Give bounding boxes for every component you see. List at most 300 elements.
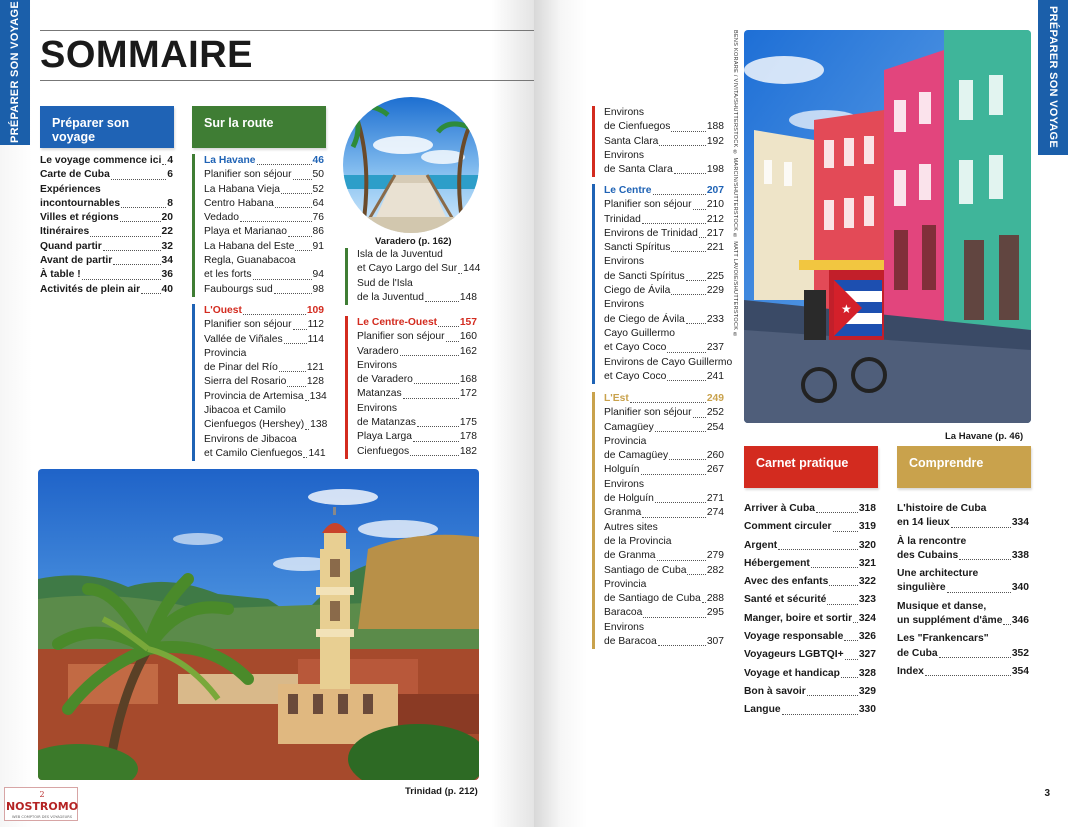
- toc-entry-page: 282: [706, 564, 724, 576]
- toc-entry: [897, 647, 1029, 661]
- varadero-photo: [343, 97, 479, 233]
- toc-entry-label: Comment circuler: [744, 521, 832, 533]
- toc-entry-label: Cienfuegos: [357, 445, 410, 457]
- toc-entry-page: 178: [459, 431, 477, 443]
- trinidad-image: [38, 469, 479, 780]
- toc-entry-label: Avec des enfants: [744, 576, 829, 588]
- toc-entry: [897, 665, 1029, 679]
- toc-leader-dots: [121, 207, 166, 208]
- toc-entry-page: 338: [1011, 549, 1029, 561]
- toc-entry: [204, 390, 327, 404]
- toc-leader-dots: [162, 164, 166, 165]
- toc-entry-page: 221: [706, 242, 724, 254]
- toc-entry-label: Faubourgs sud: [204, 283, 273, 295]
- toc-entry: [897, 581, 1029, 595]
- carnet-list: [744, 502, 876, 722]
- toc-entry-page: 121: [306, 362, 324, 374]
- toc-entry: [40, 254, 173, 268]
- toc-entry: [357, 345, 477, 359]
- toc-entry: [604, 370, 724, 384]
- toc-entry-page: 207: [706, 185, 724, 196]
- toc-leader-dots: [845, 659, 858, 660]
- toc-leader-dots: [303, 457, 307, 458]
- svg-text:WEB COMPTOIR DES VOYAGEURS: WEB COMPTOIR DES VOYAGEURS: [11, 815, 73, 819]
- toc-entry: [744, 703, 876, 717]
- toc-entry-label: Planifier son séjour: [204, 169, 292, 181]
- toc-entry-label: de Santiago de Cuba: [604, 593, 701, 605]
- toc-entry-page: 330: [858, 704, 876, 716]
- toc-entry-label: de la Juventud: [357, 291, 424, 303]
- toc-entry-label: de Baracoa: [604, 636, 657, 648]
- toc-entry-label-line: Regla, Guanabacoa: [204, 255, 296, 267]
- toc-entry-page: 76: [312, 212, 324, 224]
- toc-entry-label: Le Centre: [604, 185, 652, 196]
- side-tab-left: PRÉPARER SON VOYAGE: [0, 0, 30, 145]
- toc-leader-dots: [417, 426, 459, 427]
- toc-leader-dots: [951, 527, 1011, 528]
- havane-caption: La Havane (p. 46): [945, 431, 1024, 442]
- toc-leader-dots: [274, 293, 312, 294]
- toc-entry: [204, 361, 324, 375]
- toc-leader-dots: [702, 602, 706, 603]
- toc-entry-label: La Habana Vieja: [204, 183, 280, 195]
- toc-entry-page: 288: [706, 593, 724, 605]
- toc-leader-dots: [288, 236, 312, 237]
- toc-entry: [604, 184, 724, 198]
- est-list: [592, 392, 724, 649]
- toc-entry: [744, 593, 876, 607]
- toc-entry-label: Ciego de Ávila: [604, 285, 671, 297]
- toc-entry: [204, 183, 324, 197]
- toc-entry: [744, 667, 876, 681]
- toc-entry: [40, 197, 173, 211]
- toc-entry-label: Vedado: [204, 212, 239, 224]
- toc-entry-page: 271: [706, 493, 724, 505]
- toc-leader-dots: [807, 695, 858, 696]
- toc-entry-page: 323: [858, 594, 876, 606]
- toc-entry-page: 233: [706, 313, 724, 325]
- toc-leader-dots: [240, 221, 312, 222]
- toc-entry-label: La Havane: [204, 155, 256, 166]
- toc-entry-label: Planifier son séjour: [357, 331, 445, 343]
- centre-ouest-list: [345, 316, 477, 459]
- toc-leader-dots: [686, 323, 706, 324]
- toc-leader-dots: [833, 531, 858, 532]
- toc-entry: [204, 418, 328, 432]
- toc-entry-label: Itinéraires: [40, 226, 90, 238]
- toc-leader-dots: [778, 549, 858, 550]
- toc-entry: [744, 648, 876, 662]
- toc-entry: [204, 211, 324, 225]
- toc-entry-label: Quand partir: [40, 240, 102, 252]
- toc-entry: [204, 375, 324, 389]
- carnet-heading: Carnet pratique: [744, 446, 878, 488]
- toc-entry-page: 225: [706, 270, 724, 282]
- toc-entry-page: 22: [161, 226, 173, 238]
- toc-entry-label: Manger, boire et sortir: [744, 612, 853, 624]
- toc-entry: [204, 268, 324, 282]
- toc-entry-page: 34: [161, 255, 173, 267]
- toc-entry-label: Activités de plein air: [40, 283, 141, 295]
- toc-entry-label: de Santa Clara: [604, 164, 673, 176]
- toc-entry-page: 138: [310, 419, 328, 431]
- toc-leader-dots: [643, 617, 705, 618]
- toc-entry-page: 182: [459, 445, 477, 457]
- toc-entry-label: Playa et Marianao: [204, 226, 287, 238]
- toc-leader-dots: [425, 301, 459, 302]
- varadero-caption: Varadero (p. 162): [375, 236, 452, 247]
- toc-leader-dots: [816, 512, 858, 513]
- toc-entry-page: 112: [307, 319, 324, 331]
- toc-entry-label: Santa Clara: [604, 135, 659, 147]
- toc-entry: [204, 318, 324, 332]
- toc-entry-label: de Sancti Spíritus: [604, 270, 685, 282]
- toc-entry-label: de Ciego de Ávila: [604, 313, 685, 325]
- toc-leader-dots: [811, 567, 858, 568]
- toc-entry: [604, 635, 724, 649]
- toc-entry-label: en 14 lieux: [897, 517, 950, 529]
- toc-entry-page: 327: [858, 649, 876, 661]
- toc-entry-page: 36: [161, 269, 173, 281]
- toc-entry: [604, 392, 724, 406]
- toc-entry-label: un supplément d'âme: [897, 615, 1003, 627]
- toc-leader-dots: [293, 329, 307, 330]
- toc-leader-dots: [653, 194, 706, 195]
- toc-entry: [204, 225, 324, 239]
- toc-leader-dots: [305, 400, 309, 401]
- toc-entry: [204, 240, 324, 254]
- toc-entry-page: 32: [161, 240, 173, 252]
- toc-entry: [604, 135, 724, 149]
- toc-entry: [604, 549, 724, 563]
- toc-entry-page: 50: [312, 169, 324, 181]
- toc-entry: [604, 421, 724, 435]
- toc-leader-dots: [659, 145, 705, 146]
- toc-leader-dots: [939, 657, 1011, 658]
- toc-entry: [744, 539, 876, 553]
- toc-entry-page: 86: [312, 226, 324, 238]
- svg-text:★: ★: [841, 302, 852, 316]
- toc-leader-dots: [841, 677, 858, 678]
- toc-entry: [897, 614, 1029, 628]
- centre-list: [592, 184, 733, 384]
- toc-entry: [604, 270, 724, 284]
- toc-entry-label-line: Provincia: [604, 578, 647, 590]
- toc-leader-dots: [103, 250, 161, 251]
- toc-entry-page: 237: [706, 342, 724, 354]
- toc-entry: [604, 606, 724, 620]
- toc-entry: [604, 198, 724, 212]
- toc-leader-dots: [438, 326, 459, 327]
- toc-entry-label: Carte de Cuba: [40, 169, 110, 181]
- toc-entry: [40, 154, 173, 168]
- toc-entry: [357, 416, 477, 430]
- toc-entry-label: de Holguín: [604, 493, 654, 505]
- toc-leader-dots: [120, 221, 161, 222]
- toc-entry-page: 217: [706, 227, 724, 239]
- toc-entry-page: 114: [307, 333, 324, 345]
- toc-entry-page: 212: [706, 213, 724, 225]
- toc-entry: [40, 168, 173, 182]
- toc-leader-dots: [658, 645, 706, 646]
- toc-entry: [604, 313, 724, 327]
- toc-entry-label: Vallée de Viñales: [204, 333, 283, 345]
- toc-entry-label: Arriver à Cuba: [744, 503, 815, 514]
- toc-entry-label: incontournables: [40, 197, 121, 209]
- toc-leader-dots: [657, 560, 706, 561]
- toc-entry-page: 318: [858, 503, 876, 514]
- toc-entry: [357, 373, 477, 387]
- toc-leader-dots: [111, 179, 166, 180]
- toc-entry-label: Bon à savoir: [744, 685, 806, 697]
- toc-leader-dots: [293, 179, 312, 180]
- comprendre-heading: Comprendre: [897, 446, 1031, 488]
- toc-entry-page: 160: [459, 331, 477, 343]
- toc-entry-page: 157: [459, 317, 477, 328]
- toc-leader-dots: [253, 279, 312, 280]
- toc-entry-label: Santé et sécurité: [744, 594, 827, 606]
- toc-entry-label: Matanzas: [357, 388, 402, 400]
- toc-entry-page: 6: [167, 169, 173, 181]
- toc-entry-page: 46: [312, 155, 324, 166]
- svg-text:2: 2: [39, 790, 45, 799]
- toc-entry-page: 134: [309, 390, 327, 402]
- toc-entry-label: L'Ouest: [204, 305, 242, 316]
- toc-entry-label: Cienfuegos (Hershey): [204, 419, 305, 431]
- toc-entry-label-line: Isla de la Juventud: [357, 249, 443, 260]
- toc-gap: [744, 718, 876, 722]
- toc-entry-page: 64: [312, 197, 324, 209]
- toc-entry-label: Planifier son séjour: [204, 319, 292, 331]
- toc-entry-page: 172: [459, 388, 477, 400]
- toc-entry: [604, 163, 724, 177]
- top-rule: [40, 30, 534, 31]
- toc-entry-page: 346: [1011, 615, 1029, 627]
- toc-leader-dots: [693, 417, 706, 418]
- toc-entry-page: 267: [706, 464, 724, 476]
- toc-entry-label-line: Les "Frankencars": [897, 633, 989, 645]
- preparer-heading: Préparer son voyage: [40, 106, 174, 148]
- toc-entry-label: Holguín: [604, 464, 640, 476]
- toc-entry: [204, 304, 324, 318]
- toc-leader-dots: [655, 502, 706, 503]
- toc-leader-dots: [669, 459, 706, 460]
- page-number: 3: [1044, 788, 1050, 799]
- route-heading: Sur la route: [192, 106, 326, 148]
- toc-leader-dots: [853, 622, 858, 623]
- toc-entry-page: 279: [706, 550, 724, 562]
- toc-entry-page: 52: [312, 183, 324, 195]
- toc-entry-page: 210: [706, 199, 724, 211]
- toc-leader-dots: [947, 592, 1011, 593]
- toc-leader-dots: [141, 293, 160, 294]
- toc-entry-label-line: Environs: [604, 256, 645, 268]
- toc-entry: [604, 564, 724, 578]
- toc-entry-label: Voyage et handicap: [744, 667, 840, 679]
- toc-entry-label-line: Provincia: [604, 435, 647, 447]
- toc-entry-label-line: Environs: [604, 621, 645, 633]
- toc-entry-label-line: Environs: [357, 402, 398, 414]
- toc-entry-page: 241: [706, 370, 724, 382]
- toc-leader-dots: [279, 371, 306, 372]
- toc-leader-dots: [295, 250, 311, 251]
- toc-entry: [357, 262, 481, 276]
- right-page: [534, 0, 1068, 827]
- toc-entry-page: 322: [858, 576, 876, 588]
- toc-entry-label: Avant de partir: [40, 255, 113, 267]
- side-tab-right: PRÉPARER SON VOYAGE: [1038, 0, 1068, 155]
- toc-entry: [604, 449, 724, 463]
- toc-entry-label: et Cayo Coco: [604, 342, 667, 354]
- toc-leader-dots: [641, 474, 706, 475]
- toc-entry-label: Trinidad: [604, 213, 641, 225]
- nostromo-logo: [4, 787, 78, 821]
- toc-entry-label: Granma: [604, 507, 642, 519]
- toc-entry-page: 326: [858, 631, 876, 643]
- toc-entry-page: 4: [167, 155, 174, 166]
- toc-entry-label: de Pinar del Río: [204, 362, 278, 374]
- toc-entry-label: Baracoa: [604, 607, 643, 619]
- nostromo-logo-image: [5, 788, 79, 822]
- toc-entry-label-line: Sud de l'Isla: [357, 277, 413, 289]
- toc-entry-page: 307: [706, 636, 724, 648]
- toc-entry-label-line: À la rencontre: [897, 535, 967, 547]
- toc-entry-page: 340: [1011, 582, 1029, 594]
- toc-entry: [204, 283, 324, 297]
- toc-entry-page: 252: [706, 407, 724, 419]
- toc-entry: [357, 291, 477, 305]
- toc-entry-label-line: Environs: [604, 478, 645, 490]
- toc-entry-page: 324: [858, 612, 876, 624]
- toc-entry-label: Langue: [744, 704, 781, 716]
- toc-entry-label-line: Jibacoa et Camilo: [204, 405, 286, 417]
- toc-entry: [744, 520, 876, 534]
- toc-entry-page: 168: [459, 374, 477, 386]
- toc-entry-label: et Cayo Coco: [604, 370, 667, 382]
- toc-entry: [357, 330, 477, 344]
- toc-entry-label: Environs de Trinidad: [604, 227, 698, 239]
- toc-entry-page: 274: [706, 507, 724, 519]
- toc-entry-label-line: Environs de Jibacoa: [204, 433, 297, 445]
- toc-entry-page: 109: [306, 305, 324, 316]
- toc-entry-label: Voyage responsable: [744, 631, 844, 643]
- toc-entry: [357, 445, 477, 459]
- toc-entry: [40, 240, 173, 254]
- toc-leader-dots: [413, 441, 459, 442]
- toc-entry-page: 354: [1011, 665, 1029, 677]
- toc-leader-dots: [844, 640, 857, 641]
- toc-entry: [744, 630, 876, 644]
- toc-entry-label: de Camagüey: [604, 450, 669, 462]
- toc-entry-label: singulière: [897, 582, 946, 594]
- toc-entry-label: Santiago de Cuba: [604, 564, 687, 576]
- toc-entry-page: 162: [459, 345, 477, 357]
- toc-entry-label: de Varadero: [357, 374, 413, 386]
- toc-entry-page: 91: [312, 240, 324, 252]
- preparer-list: [40, 154, 173, 297]
- title-rule: [40, 80, 534, 81]
- toc-entry-page: 198: [706, 164, 724, 176]
- isla-list: [345, 248, 481, 305]
- toc-leader-dots: [113, 264, 160, 265]
- toc-entry: [604, 592, 724, 606]
- toc-entry-page: 334: [1011, 517, 1029, 529]
- toc-leader-dots: [642, 517, 706, 518]
- toc-leader-dots: [782, 714, 858, 715]
- toc-entry: [40, 268, 173, 282]
- toc-entry-label: et les forts: [204, 269, 252, 281]
- toc-leader-dots: [655, 431, 706, 432]
- ouest-list: [192, 304, 328, 461]
- toc-leader-dots: [284, 343, 307, 344]
- toc-leader-dots: [1003, 624, 1010, 625]
- toc-entry-label: Voyageurs LGBTQI+: [744, 649, 844, 661]
- toc-leader-dots: [827, 604, 857, 605]
- toc-entry: [604, 406, 724, 420]
- toc-entry: [897, 516, 1029, 530]
- comprendre-list: [897, 502, 1029, 683]
- havane-list: [192, 154, 324, 297]
- toc-entry-label: Planifier son séjour: [604, 407, 692, 419]
- toc-entry-label-line: Musique et danse,: [897, 600, 987, 612]
- toc-entry: [604, 341, 724, 355]
- toc-leader-dots: [458, 273, 462, 274]
- toc-entry-label-line: Expériences: [40, 183, 101, 195]
- toc-leader-dots: [414, 383, 459, 384]
- trinidad-caption: Trinidad (p. 212): [405, 786, 478, 797]
- toc-entry-label-line: Environs: [357, 359, 398, 371]
- toc-entry: [604, 492, 724, 506]
- toc-entry-page: 249: [706, 393, 724, 404]
- toc-leader-dots: [687, 574, 705, 575]
- toc-entry-page: 141: [308, 447, 326, 459]
- toc-leader-dots: [674, 173, 706, 174]
- toc-leader-dots: [630, 402, 706, 403]
- toc-entry-page: 319: [858, 521, 876, 533]
- toc-leader-dots: [667, 380, 705, 381]
- toc-entry: [744, 575, 876, 589]
- toc-entry-label-line: Autres sites: [604, 521, 658, 533]
- toc-entry: [357, 387, 477, 401]
- toc-entry-page: 229: [706, 285, 724, 297]
- toc-entry-page: 188: [706, 121, 724, 133]
- toc-entry-page: 40: [161, 283, 173, 295]
- toc-leader-dots: [693, 209, 706, 210]
- photo-credit: BENS KORARE / VIVITA/SHUTTERSTOCK ® MARCIN/SHUTTERSTOCK ® MATT LAVOIE/SHUTTERSTOCK ®: [732, 30, 738, 339]
- toc-entry-page: 260: [706, 450, 724, 462]
- toc-leader-dots: [829, 585, 857, 586]
- toc-entry-page: 20: [161, 212, 173, 224]
- havane-image: [744, 30, 1031, 423]
- toc-entry-label-line: Environs: [604, 299, 645, 311]
- toc-entry-page: 295: [706, 607, 724, 619]
- toc-leader-dots: [410, 455, 459, 456]
- toc-entry-label: Playa Larga: [357, 431, 412, 443]
- toc-entry-page: 192: [706, 135, 724, 147]
- toc-entry-page: 128: [306, 376, 324, 388]
- toc-entry: [744, 502, 876, 516]
- toc-entry-page: 98: [312, 283, 324, 295]
- toc-entry-label-line: Cayo Guillermo: [604, 327, 675, 339]
- toc-entry-label: La Habana del Este: [204, 240, 295, 252]
- toc-leader-dots: [699, 237, 706, 238]
- toc-leader-dots: [281, 193, 312, 194]
- toc-entry-label: Le voyage commence ici: [40, 155, 162, 166]
- toc-entry-label-line: Environs: [604, 149, 645, 161]
- toc-entry-label: de Cuba: [897, 647, 938, 659]
- toc-leader-dots: [243, 314, 306, 315]
- toc-entry-label-line: de la Provincia: [604, 535, 672, 547]
